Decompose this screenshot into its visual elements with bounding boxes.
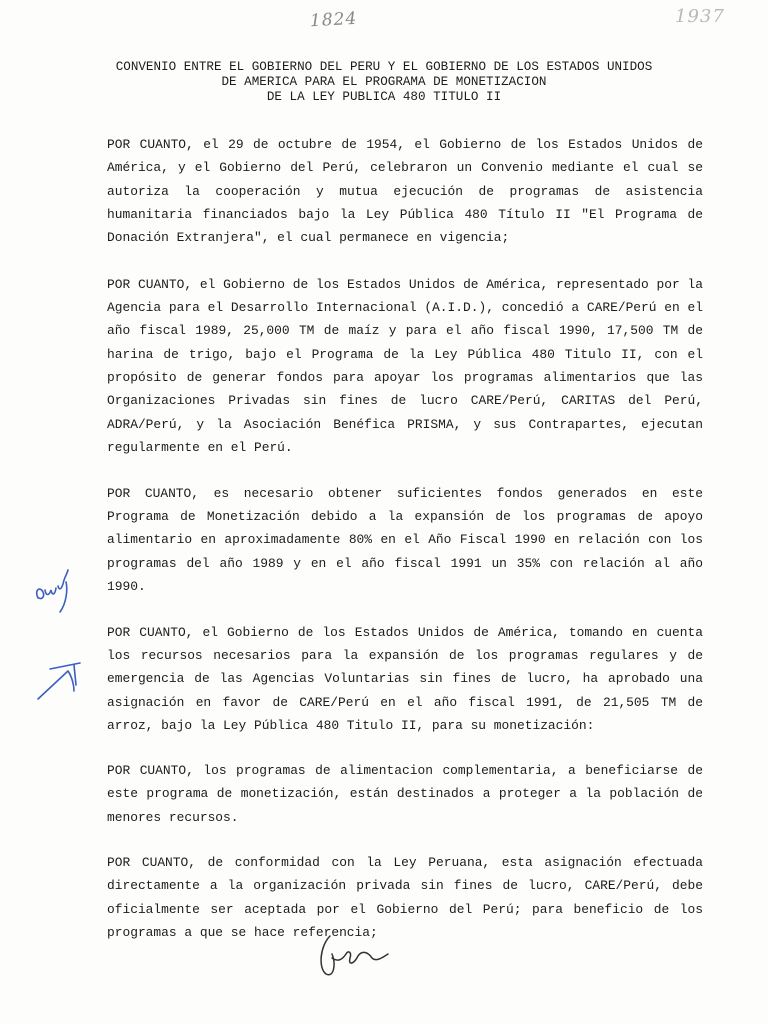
paragraph: POR CUANTO, es necesario obtener suficientes fondos generados en este Programa de Monetización debido a la expansión de los programas de apoyo alimentario en aproximadamente 80% en el Año Fiscal 1990 en relación con los programas del año 1989 y en el año fiscal 1991 un 35% con relación al año 1990. bbox=[107, 485, 703, 594]
handwritten-number-topright: 1937 bbox=[675, 6, 725, 27]
document-title bbox=[0, 60, 768, 105]
paragraph: POR CUANTO, el Gobierno de los Estados Unidos de América, representado por la Agencia para el Desarrollo Internacional (A.I.D.), concedió a CARE/Perú en el año fiscal 1989, 25,000 TM de maíz y para el año fiscal 1990, 17,500 TM de harina de trigo, bajo el Programa de la Ley Pública 480 Titulo II, con el propósito de generar fondos para apoyar los programas alimentarios que las Organizaciones Privadas sin fines de lucro CARE/Perú, CARITAS del Perú, ADRA/Perú, y la Asociación Benéfica PRISMA, y sus Contrapartes, ejecutan regularmente en el Perú. bbox=[107, 276, 703, 455]
signature-initials bbox=[312, 928, 402, 988]
title-line: DE AMERICA PARA EL PROGRAMA DE MONETIZACION bbox=[221, 75, 547, 89]
document-body bbox=[107, 133, 703, 968]
paragraph: POR CUANTO, de conformidad con la Ley Peruana, esta asignación efectuada directamente a la organización privada sin fines de lucro, CARE/Perú, debe oficialmente ser aceptada por el Gobierno del Perú; para beneficio de los programas a que se hace referencia; bbox=[107, 855, 703, 940]
paragraph: POR CUANTO, el Gobierno de los Estados Unidos de América, tomando en cuenta los recursos necesarios para la expansión de los programas regulares y de emergencia de las Agencias Voluntarias sin fines de lucro, ha aprobado una asignación en favor de CARE/Perú en el año fiscal 1991, de 21,505 TM de arroz, bajo la Ley Pública 480 Titulo II, para su monetización: bbox=[107, 624, 703, 733]
title-line: DE LA LEY PUBLICA 480 TITULO II bbox=[266, 90, 502, 104]
title-line: CONVENIO ENTRE EL GOBIERNO DEL PERU Y EL GOBIERNO DE LOS ESTADOS UNIDOS bbox=[115, 60, 653, 74]
paragraph: POR CUANTO, el 29 de octubre de 1954, el Gobierno de los Estados Unidos de América, y el Gobierno del Perú, celebraron un Convenio mediante el cual se autoriza la cooperación y mutua ejecución de programas de asistencia humanitaria financiados bajo la Ley Pública 480 Título II "El Programa de Donación Extranjera", el cual permanece en vigencia; bbox=[107, 137, 703, 246]
paragraph: POR CUANTO, los programas de alimentacion complementaria, a beneficiarse de este programa de monetización, están destinados a proteger a la población de menores recursos. bbox=[107, 763, 703, 825]
handwritten-number-top: 1824 bbox=[309, 8, 358, 32]
margin-scribble-mark bbox=[30, 560, 90, 620]
margin-arrow-mark bbox=[30, 655, 90, 705]
